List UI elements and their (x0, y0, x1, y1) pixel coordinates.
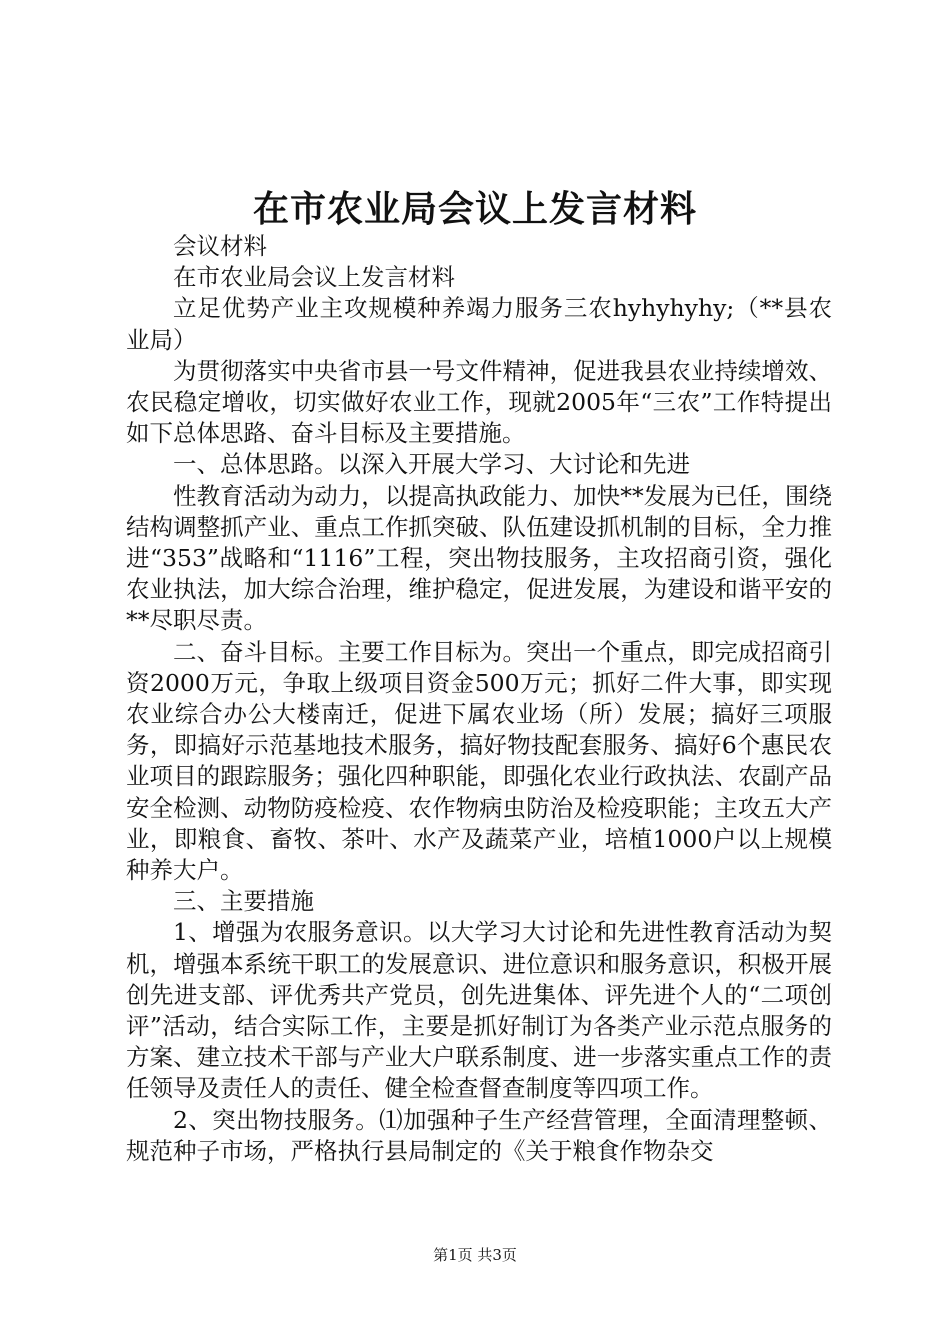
paragraph: 1、增强为农服务意识。以大学习大讨论和先进性教育活动为契机，增强本系统干职工的发展意识、进位意识和服务意识，积极开展创先进支部、评优秀共产党员，创先进集体、评先进个人的“二项创评”活动，结合实际工作，主要是抓好制订为各类产业示范点服务的方案、建立技术干部与产业大户联系制度、进一步落实重点工作的责任领导及责任人的责任、健全检查督查制度等四项工作。 (126, 918, 832, 1103)
paragraph: 二、奋斗目标。主要工作目标为。突出一个重点，即完成招商引资2000万元，争取上级项目资金500万元；抓好二件大事，即实现农业综合办公大楼南迁，促进下属农业场（所）发展；搞好三项服务，即搞好示范基地技术服务，搞好物技配套服务、搞好6个惠民农业项目的跟踪服务；强化四种职能，即强化农业行政执法、农副产品安全检测、动物防疫检疫、农作物病虫防治及检疫职能；主攻五大产业，即粮食、畜牧、茶叶、水产及蔬菜产业，培植1000户以上规模种养大户。 (126, 637, 832, 885)
document-title: 在市农业局会议上发言材料 (252, 188, 697, 230)
document-body (126, 231, 832, 1167)
paragraph: 立足优势产业主攻规模种养竭力服务三农hyhyhyhy;（**县农业局） (126, 294, 832, 354)
page-footer: 第1页 共3页 (433, 1246, 517, 1264)
paragraph: 在市农业局会议上发言材料 (173, 263, 455, 292)
paragraph: 为贯彻落实中央省市县一号文件精神，促进我县农业持续增效、农民稳定增收，切实做好农业工作，现就2005年“三农”工作特提出如下总体思路、奋斗目标及主要措施。 (126, 356, 832, 448)
paragraph: 三、主要措施 (173, 887, 314, 916)
paragraph: 一、总体思路。以深入开展大学习、大讨论和先进 (173, 450, 690, 479)
paragraph: 2、突出物技服务。⑴加强种子生产经营管理，全面清理整顿、规范种子市场，严格执行县局制定的《关于粮食作物杂交 (126, 1105, 832, 1165)
paragraph: 会议材料 (173, 232, 267, 260)
paragraph: 性教育活动为动力，以提高执政能力、加快**发展为已任，围绕结构调整抓产业、重点工作抓突破、队伍建设抓机制的目标，全力推进“353”战略和“1116”工程，突出物技服务，主攻招商引资，强化农业执法，加大综合治理，维护稳定，促进发展，为建设和谐平安的**尽职尽责。 (126, 481, 832, 635)
